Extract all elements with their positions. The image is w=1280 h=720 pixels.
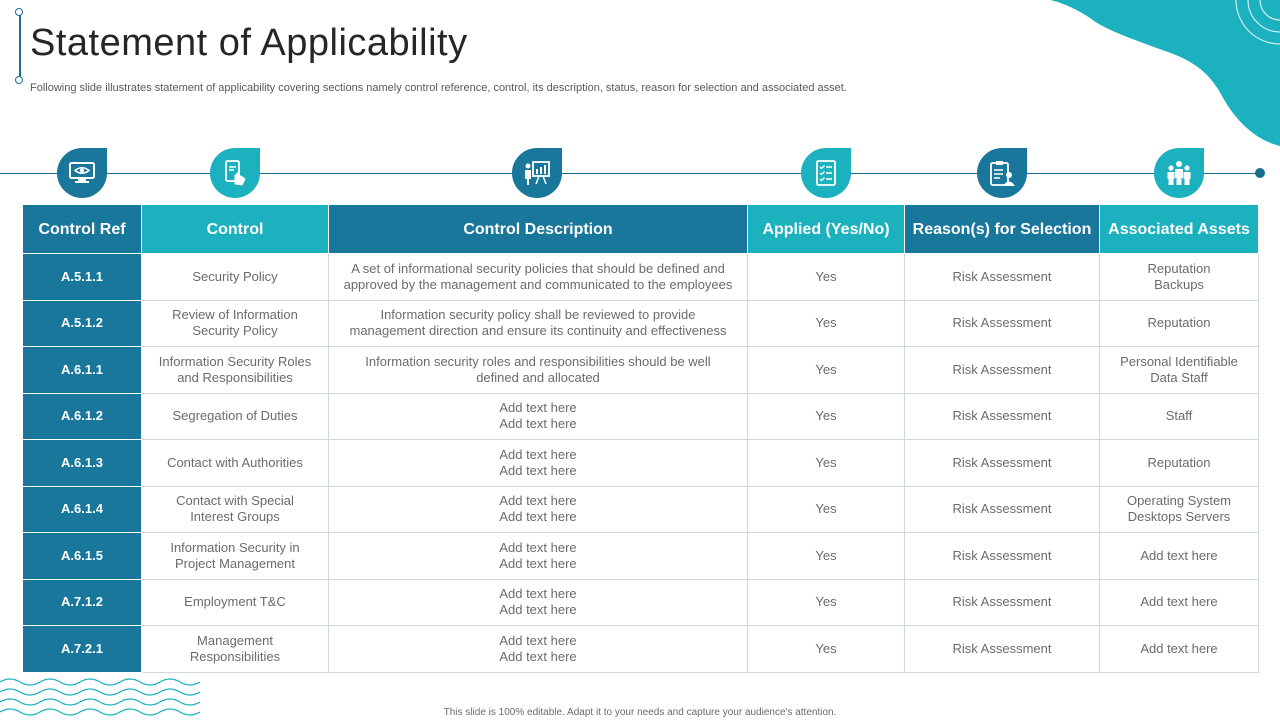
header-associated-assets: Associated Assets <box>1100 205 1259 254</box>
associated-assets-cell: Operating System Desktops Servers <box>1100 486 1259 533</box>
control-description-cell: Information security policy shall be reviewed to provide management direction and ensure its continuity and effectiveness <box>329 300 748 347</box>
icon-connector-line <box>0 173 1262 174</box>
table-row <box>23 300 1259 347</box>
team-icon <box>1154 148 1204 198</box>
checklist-icon <box>801 148 851 198</box>
control-cell: Contact with Special Interest Groups <box>142 486 329 533</box>
applied-cell: Yes <box>748 486 905 533</box>
table-row <box>23 347 1259 394</box>
associated-assets-cell: Add text here <box>1100 626 1259 673</box>
reason-cell: Risk Assessment <box>905 440 1100 487</box>
title-accent-line <box>19 12 21 80</box>
monitor-eye-icon <box>57 148 107 198</box>
table-row <box>23 393 1259 440</box>
control-description-cell: Add text here Add text here <box>329 626 748 673</box>
control-ref-cell: A.7.1.2 <box>23 579 142 626</box>
footer-note: This slide is 100% editable. Adapt it to your needs and capture your audience's attention. <box>443 707 837 718</box>
control-description-cell: Information security roles and responsibilities should be well defined and allocated <box>329 347 748 394</box>
reason-cell: Risk Assessment <box>905 579 1100 626</box>
control-cell: Security Policy <box>142 254 329 301</box>
table-row <box>23 533 1259 580</box>
table-row <box>23 440 1259 487</box>
control-description-cell: A set of informational security policies that should be defined and approved by the management and communicated to the employees <box>329 254 748 301</box>
presentation-chart-icon <box>512 148 562 198</box>
applied-cell: Yes <box>748 440 905 487</box>
table-row <box>23 579 1259 626</box>
associated-assets-cell: Add text here <box>1100 579 1259 626</box>
control-cell: Information Security Roles and Responsibilities <box>142 347 329 394</box>
associated-assets-cell: Add text here <box>1100 533 1259 580</box>
reason-cell: Risk Assessment <box>905 393 1100 440</box>
control-ref-cell: A.7.2.1 <box>23 626 142 673</box>
reason-cell: Risk Assessment <box>905 486 1100 533</box>
control-cell: Employment T&C <box>142 579 329 626</box>
reason-cell: Risk Assessment <box>905 254 1100 301</box>
page-title: Statement of Applicability <box>30 22 468 64</box>
control-description-cell: Add text here Add text here <box>329 533 748 580</box>
control-ref-cell: A.5.1.1 <box>23 254 142 301</box>
table-header-row <box>23 205 1259 254</box>
title-accent-dot <box>15 76 23 84</box>
touch-tablet-icon <box>210 148 260 198</box>
reason-cell: Risk Assessment <box>905 626 1100 673</box>
control-description-cell: Add text here Add text here <box>329 393 748 440</box>
header-control-description: Control Description <box>329 205 748 254</box>
control-description-cell: Add text here Add text here <box>329 486 748 533</box>
table-row <box>23 626 1259 673</box>
corner-wave-decoration <box>1050 0 1280 150</box>
control-ref-cell: A.5.1.2 <box>23 300 142 347</box>
applied-cell: Yes <box>748 300 905 347</box>
reason-cell: Risk Assessment <box>905 533 1100 580</box>
control-cell: Contact with Authorities <box>142 440 329 487</box>
control-ref-cell: A.6.1.4 <box>23 486 142 533</box>
control-cell: Segregation of Duties <box>142 393 329 440</box>
associated-assets-cell: Personal Identifiable Data Staff <box>1100 347 1259 394</box>
header-control: Control <box>142 205 329 254</box>
header-control-ref: Control Ref <box>23 205 142 254</box>
applied-cell: Yes <box>748 347 905 394</box>
control-ref-cell: A.6.1.2 <box>23 393 142 440</box>
control-ref-cell: A.6.1.1 <box>23 347 142 394</box>
applied-cell: Yes <box>748 626 905 673</box>
applied-cell: Yes <box>748 254 905 301</box>
clipboard-person-icon <box>977 148 1027 198</box>
applied-cell: Yes <box>748 393 905 440</box>
page-subtitle: Following slide illustrates statement of applicability covering sections namely control reference, control, its description, status, reason for selection and associated asset. <box>30 82 847 94</box>
control-description-cell: Add text here Add text here <box>329 579 748 626</box>
associated-assets-cell: Reputation <box>1100 440 1259 487</box>
control-description-cell: Add text here Add text here <box>329 440 748 487</box>
associated-assets-cell: Reputation <box>1100 300 1259 347</box>
title-accent-dot <box>15 8 23 16</box>
icon-connector-dot <box>1255 168 1265 178</box>
associated-assets-cell: Staff <box>1100 393 1259 440</box>
control-ref-cell: A.6.1.5 <box>23 533 142 580</box>
associated-assets-cell: Reputation Backups <box>1100 254 1259 301</box>
reason-cell: Risk Assessment <box>905 347 1100 394</box>
control-cell: Information Security in Project Management <box>142 533 329 580</box>
control-cell: Management Responsibilities <box>142 626 329 673</box>
table-row <box>23 254 1259 301</box>
applicability-table <box>22 204 1259 673</box>
header-reason: Reason(s) for Selection <box>905 205 1100 254</box>
applied-cell: Yes <box>748 533 905 580</box>
reason-cell: Risk Assessment <box>905 300 1100 347</box>
control-cell: Review of Information Security Policy <box>142 300 329 347</box>
control-ref-cell: A.6.1.3 <box>23 440 142 487</box>
applied-cell: Yes <box>748 579 905 626</box>
table-row <box>23 486 1259 533</box>
header-applied: Applied (Yes/No) <box>748 205 905 254</box>
